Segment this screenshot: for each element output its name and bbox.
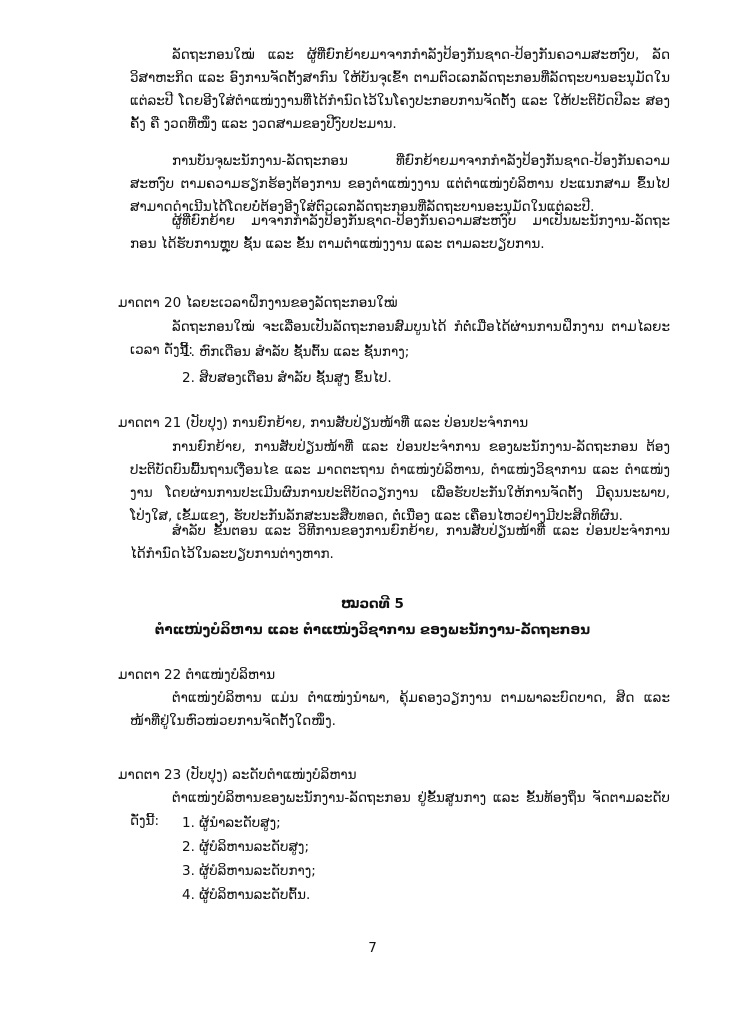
article-21-paragraph-1: ການຍົກຍ້າຍ, ການສັບປ່ຽນໜ້າທີ່ ແລະ ປ່ອນປະຈຳການ ຂອງພະນັກງານ-ລັດຖະກອນ ຕ້ອງປະຕິບັດບົນພື້ນຖານເງື່ອນໄຂ ແລະ ມາດຕະຖານ ຕຳແໜ່ງບໍລິຫານ, ຕຳແໜ່ງວິຊາການ ແລະ ຕຳແໜ່ງງານ ໂດຍຜ່ານການປະເມີນຜົນການປະຕິບັດວຽກງານ ເພື່ອຮັບປະກັນໃຫ້ການຈັດຕັ້ງ ມີຄຸນນະພາບ, ໂປ່ງໃສ, ເຂັ້ມແຂງ, ຮັບປະກັນລັກສະນະສືບທອດ, ຕໍ່ເນື່ອງ ແລະ ເຄື່ອນໄຫວຢ່າງມີປະສິດທິຜົນ. bbox=[130, 439, 670, 524]
chapter-title: ຕຳແໜ່ງບໍລິຫານ ແລະ ຕຳແໜ່ງວິຊາການ ຂອງພະນັກງານ-ລັດຖະກອນ bbox=[154, 622, 591, 638]
article-23-item-2: 2. ຜູ້ບໍລິຫານລະດັບສູງ; bbox=[182, 839, 309, 855]
article-23-intro: ຕຳແໜ່ງບໍລິຫານຂອງພະນັກງານ-ລັດຖະກອນ ຢູ່ຂັ້ນສູນກາງ ແລະ ຂັ້ນທ້ອງຖິ່ນ ຈັດຕາມລະດັບ ດັ່ງນີ້: bbox=[130, 790, 670, 829]
article-20-intro: ລັດຖະກອນໃໝ່ ຈະເລື່ອນເປັນລັດຖະກອນສົມບູນໄດ້ ກໍຕໍ່ເມື່ອໄດ້ຜ່ານການຝຶກງານ ຕາມໄລຍະເວລາ ດັ່ງນີ້: bbox=[130, 319, 670, 358]
article-21-heading: ມາດຕາ 21 (ປັບປຸງ) ການຍົກຍ້າຍ, ການສັບປ່ຽນໜ້າທີ່ ແລະ ປ່ອນປະຈຳການ bbox=[118, 415, 529, 431]
article-22-heading: ມາດຕາ 22 ຕຳແໜ່ງບໍລິຫານ bbox=[118, 667, 276, 683]
article-23-item-4: 4. ຜູ້ບໍລິຫານລະດັບຕົ້ນ. bbox=[182, 887, 311, 903]
page-number: 7 bbox=[368, 940, 377, 956]
article-23-item-3: 3. ຜູ້ບໍລິຫານລະດັບກາງ; bbox=[182, 863, 316, 879]
chapter-number: ໝວດທີ 5 bbox=[341, 596, 404, 612]
article-22-paragraph: ຕຳແໜ່ງບໍລິຫານ ແມ່ນ ຕຳແໜ່ງນຳພາ, ຄຸ້ມຄອງວຽກງານ ຕາມພາລະບົດບາດ, ສິດ ແລະ ໜ້າທີ່ຢູ່ໃນຫົວໜ່ວຍການຈັດຕັ້ງໃດໜຶ່ງ. bbox=[130, 690, 670, 729]
article-23-heading: ມາດຕາ 23 (ປັບປຸງ) ລະດັບຕຳແໜ່ງບໍລິຫານ bbox=[118, 767, 357, 783]
paragraph-rank-conversion: ຜູ້ທີ່ຍົກຍ້າຍ ມາຈາກກຳລັງປ້ອງກັນຊາດ-ປ້ອງກັນຄວາມສະຫງົບ ມາເປັນພະນັກງານ-ລັດຖະກອນ ໄດ້ຮັບການຫຼຸບ ຊັ້ນ ແລະ ຂັ້ນ ຕາມຕຳແໜ່ງງານ ແລະ ຕາມລະບຽບການ. bbox=[130, 213, 670, 252]
article-23-item-1: 1. ຜູ້ນຳລະດັບສູງ; bbox=[182, 815, 281, 831]
paragraph-new-civil-servants: ລັດຖະກອນໃໝ່ ແລະ ຜູ້ທີ່ຍົກຍ້າຍມາຈາກກຳລັງປ້ອງກັນຊາດ-ປ້ອງກັນຄວາມສະຫງົບ, ລັດວິສາຫະກິດ ແລະ ອົງການຈັດຕັ້ງສາກົນ ໃຫ້ບັນຈຸເຂົ້າ ຕາມຕົວເລກລັດຖະກອນທີ່ລັດຖະບານອະນຸມັດໃນແຕ່ລະປີ ໂດຍອີງໃສ່ຕຳແໜ່ງງານທີ່ໄດ້ກຳນົດໄວ້ໃນໂຄງປະກອບການຈັດຕັ້ງ ແລະ ໃຫ້ປະຕິບັດປີລະ ສອງຄັ້ງ ຄື ງວດທີ່ໜຶ່ງ ແລະ ງວດສາມຂອງປີງົບປະມານ. bbox=[130, 47, 670, 132]
article-20-heading: ມາດຕາ 20 ໄລຍະເວລາຝຶກງານຂອງລັດຖະກອນໃໝ່ bbox=[118, 295, 398, 311]
article-20-item-2: 2. ສິບສອງເດືອນ ສຳລັບ ຊັ້ນສູງ ຂຶ້ນໄປ. bbox=[182, 370, 392, 386]
article-20-item-1: 1. ຫົກເດືອນ ສຳລັບ ຊັ້ນຕົ້ນ ແລະ ຊັ້ນກາງ; bbox=[182, 344, 410, 360]
paragraph-transfer-appointment: ການບັນຈຸພະນັກງານ-ລັດຖະກອນ ທີ່ຍົກຍ້າຍມາຈາກກຳລັງປ້ອງກັນຊາດ-ປ້ອງກັນຄວາມສະຫງົບ ຕາມຄວາມຮຽກຮ້ອງຕ້ອງການ ຂອງຕຳແໜ່ງງານ ແຕ່ຕຳແໜ່ງບໍລິຫານ ປະແນກສາມ ຂຶ້ນໄປ ສາມາດດຳເນີນໄດ້ໂດຍບໍ່ຕ້ອງອີງໃສ່ຕົວເລກລັດຖະກອນທີ່ລັດຖະບານອະນຸມັດໃນແຕ່ລະປີ. bbox=[130, 153, 670, 215]
article-21-paragraph-2: ສຳລັບ ຂັ້ນຕອນ ແລະ ວິທີການຂອງການຍົກຍ້າຍ, ການສັບປ່ຽນໜ້າທີ່ ແລະ ປ່ອນປະຈຳການ ໄດ້ກຳນົດໄວ້ໃນລະບຽບການຕ່າງຫາກ. bbox=[130, 523, 670, 562]
